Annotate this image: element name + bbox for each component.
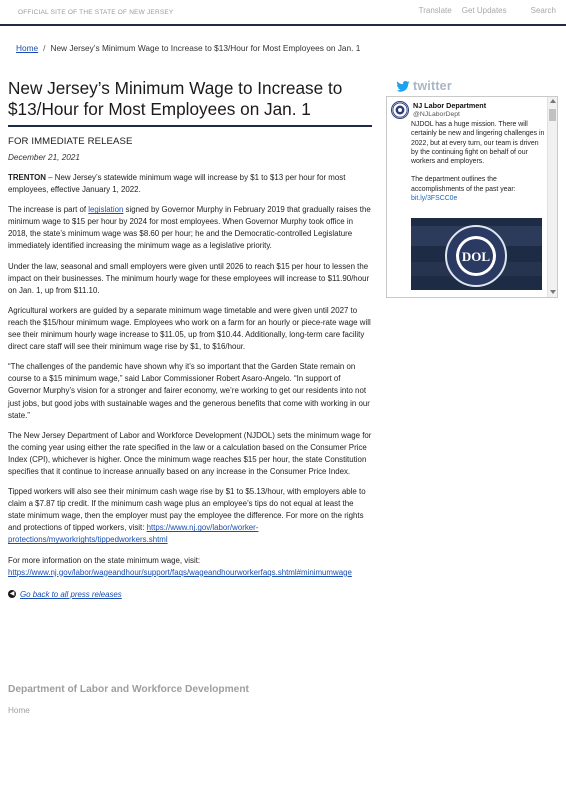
account-name: NJ Labor Department	[413, 101, 487, 110]
tweet-media-image[interactable]	[411, 218, 542, 290]
paragraph-6: The New Jersey Department of Labor and Workforce Development (NJDOL) sets the minimum wage for the coming year using either the rate specified in the law or a calculation based on the Consumer Price Index (CPI), whichever is higher. Once the minimum wage reaches $15 per hour, the state Constitution specifies that it continue to increase annually based on any increase in the Consumer Price Index.	[8, 430, 372, 476]
breadcrumb-separator: /	[43, 43, 46, 53]
paragraph-8-text: For more information on the state minimum wage, visit:	[8, 555, 201, 565]
tweet-paragraph-2	[411, 175, 546, 203]
paragraph-1	[8, 172, 372, 196]
top-bar	[0, 0, 566, 26]
release-date: December 21, 2021	[8, 153, 80, 162]
tweet	[391, 101, 546, 203]
tweet-link[interactable]: bit.ly/3FSCC0e	[411, 195, 458, 203]
twitter-timeline-widget[interactable]	[386, 96, 558, 298]
paragraph-5: “The challenges of the pandemic have shown why it’s so important that the Garden State remain on course to a $15 minimum wage,” said Labor Commissioner Robert Asaro-Angelo. “In support of Governor Murphy’s vision for a stronger and fairer economy, we’re working to get our residents into not just jobs, but good jobs with sustainable wages and the generous benefits that come with working in our state.”	[8, 362, 370, 420]
tweet-paragraph-1: NJDOL has a huge mission. There will certainly be new and lingering challenges in 2022, but at every turn, our team is driven by the continuing fight on behalf of our workers and employers.	[411, 121, 545, 166]
article-body	[8, 172, 372, 579]
scroll-thumb[interactable]	[549, 109, 556, 121]
twitter-bird-icon	[396, 81, 410, 92]
top-nav	[419, 6, 556, 15]
breadcrumb	[16, 43, 360, 53]
svg-text:DOL: DOL	[461, 249, 491, 264]
twitter-wordmark: twitter	[413, 79, 452, 93]
official-site-text: OFFICIAL SITE OF THE STATE OF NEW JERSEY	[18, 9, 174, 16]
back-to-releases-link[interactable]: Go back to all press releases	[20, 589, 122, 599]
nj-labor-avatar-icon	[391, 101, 409, 119]
tweet-paragraph-2-text: The department outlines the accomplishments of the past year:	[411, 176, 516, 193]
page-title: New Jersey’s Minimum Wage to Increase to $13/Hour for Most Employees on Jan. 1	[8, 78, 372, 127]
paragraph-7-text: Tipped workers will also see their minimum cash wage rise by $1 to $5.13/hour, with employers able to claim a $7.87 tip credit. If the minimum cash wage plus an employee’s tips do not equal at least the state minimum wage, then the employer must pay the employee the difference. For more on the rights and protections of tipped workers, visit:	[8, 487, 366, 533]
article	[8, 78, 372, 599]
breadcrumb-home-link[interactable]: Home	[16, 43, 39, 53]
scroll-down-icon[interactable]	[550, 290, 556, 294]
paragraph-7	[8, 486, 372, 546]
back-to-releases[interactable]	[8, 590, 372, 599]
tipped-workers-link[interactable]: https://www.nj.gov/labor/worker-protections/myworkrights/tippedworkers.shtml	[8, 523, 259, 545]
dateline: TRENTON	[8, 173, 46, 182]
widget-scrollbar[interactable]	[547, 97, 557, 297]
paragraph-8	[8, 555, 372, 579]
scroll-up-icon[interactable]	[550, 99, 556, 103]
back-arrow-icon: ◀	[9, 591, 15, 598]
legislation-link[interactable]: legislation	[88, 205, 124, 215]
translate-link[interactable]: Translate	[418, 6, 452, 15]
paragraph-4: Agricultural workers are guided by a separate minimum wage timetable and were given until 2027 to reach the $15/hour minimum wage. Employees who work on a farm for an hourly or piece-rate wage will see their minimum hourly wage increase to $11.05, up from $10.44. Additionally, long-term care facility direct care staff will see their minimum wage rise by $1, to $16/hour.	[8, 305, 371, 352]
get-updates-link[interactable]: Get Updates	[461, 6, 507, 15]
paragraph-2-post: signed by Governor Murphy in February 2019 that gradually raises the minimum wage to $15 per hour by 2024 for most employees. When Governor Murphy took office in 2018, the state’s minimum wage was $8.60 per hour; he and the Democratic-controlled Legislature immediately identified increasing the minimum wage as a legislative priority.	[8, 205, 371, 251]
minimum-wage-faq-link[interactable]: https://www.nj.gov/labor/wageandhour/support/faqs/wageandhourworkerfaqs.shtml#minimumwage	[8, 567, 352, 577]
twitter-header	[396, 79, 452, 93]
account-handle: @NJLaborDept	[413, 111, 460, 118]
footer-department-title: Department of Labor and Workforce Development	[8, 684, 249, 695]
paragraph-1-text: – New Jersey’s statewide minimum wage will increase by $1 to $13 per hour for most employees, effective January 1, 2022.	[8, 173, 346, 195]
release-label: FOR IMMEDIATE RELEASE	[8, 136, 133, 147]
paragraph-2	[8, 204, 372, 252]
paragraph-2-pre: The increase is part of	[8, 205, 89, 215]
tweet-profile[interactable]	[391, 101, 546, 119]
dol-seal-image	[411, 218, 542, 290]
breadcrumb-current: New Jersey’s Minimum Wage to Increase to $13/Hour for Most Employees on Jan. 1	[50, 43, 361, 53]
tweet-text	[411, 120, 546, 203]
paragraph-3: Under the law, seasonal and small employers were given until 2026 to reach $15 per hour to lessen the impact on their businesses. The minimum hourly wage for these employees will increase to $11.90/hour on Jan. 1, up from $11.10.	[8, 261, 370, 295]
footer-home-link[interactable]: Home	[8, 706, 30, 715]
search-link[interactable]: Search	[530, 6, 556, 15]
